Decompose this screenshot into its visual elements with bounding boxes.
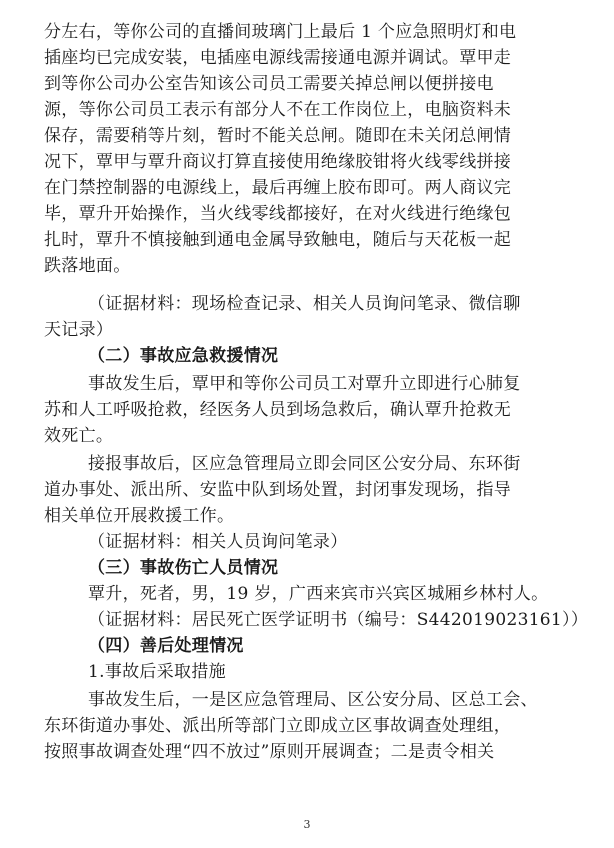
text-line: 跌落地面。	[44, 256, 131, 276]
text-line: 在门禁控制器的电源线上，最后再缠上胶布即可。两人商议完	[44, 178, 512, 198]
text-line: 按照事故调查处理“四不放过”原则开展调查；二是责令相关	[44, 742, 495, 762]
text-line: 事故发生后，一是区应急管理局、区公安分局、区总工会、	[88, 690, 538, 710]
text-line: 插座均已完成安装，电插座电源线需接通电源并调试。覃甲走	[44, 48, 512, 68]
section-heading: （四）善后处理情况	[88, 636, 244, 656]
text-line: 毕，覃升开始操作，当火线零线都接好，在对火线进行绝缘包	[44, 204, 512, 224]
text-line: 接报事故后，区应急管理局立即会同区公安分局、东环街	[88, 454, 521, 474]
page-number: 3	[303, 818, 311, 831]
evidence-note: （证据材料：相关人员询问笔录）	[88, 532, 348, 552]
text-line: 东环街道办事处、派出所等部门立即成立区事故调查处理组，	[44, 716, 512, 736]
text-line: 效死亡。	[44, 426, 114, 446]
section-heading: （三）事故伤亡人员情况	[88, 558, 279, 578]
text-line: 相关单位开展救援工作。	[44, 506, 235, 526]
section-heading: （二）事故应急救援情况	[88, 346, 279, 366]
text-line: 道办事处、派出所、安监中队到场处置，封闭事发现场，指导	[44, 480, 512, 500]
text-line: 扎时，覃升不慎接触到通电金属导致触电，随后与天花板一起	[44, 230, 512, 250]
text-line: 分左右，等你公司的直播间玻璃门上最后 1 个应急照明灯和电	[44, 22, 517, 42]
text-line: 苏和人工呼吸抢救，经医务人员到场急救后，确认覃升抢救无	[44, 400, 512, 420]
text-line: 况下，覃甲与覃升商议打算直接使用绝缘胶钳将火线零线拼接	[44, 152, 512, 172]
text-line: 事故发生后，覃甲和等你公司员工对覃升立即进行心肺复	[88, 374, 521, 394]
text-line: 源，等你公司员工表示有部分人不在工作岗位上，电脑资料未	[44, 100, 512, 120]
sub-heading: 1.事故后采取措施	[88, 662, 226, 682]
evidence-note: （证据材料：现场检查记录、相关人员询问笔录、微信聊	[88, 294, 521, 314]
evidence-note: （证据材料：居民死亡医学证明书（编号：S442019023161））	[88, 610, 589, 630]
text-line: 保存，需要稍等片刻，暂时不能关总闸。随即在未关闭总闸情	[44, 126, 512, 146]
evidence-note: 天记录）	[44, 320, 114, 340]
text-line: 覃升，死者，男，19 岁，广西来宾市兴宾区城厢乡林村人。	[88, 584, 549, 604]
text-line: 到等你公司办公室告知该公司员工需要关掉总闸以便拼接电	[44, 74, 494, 94]
